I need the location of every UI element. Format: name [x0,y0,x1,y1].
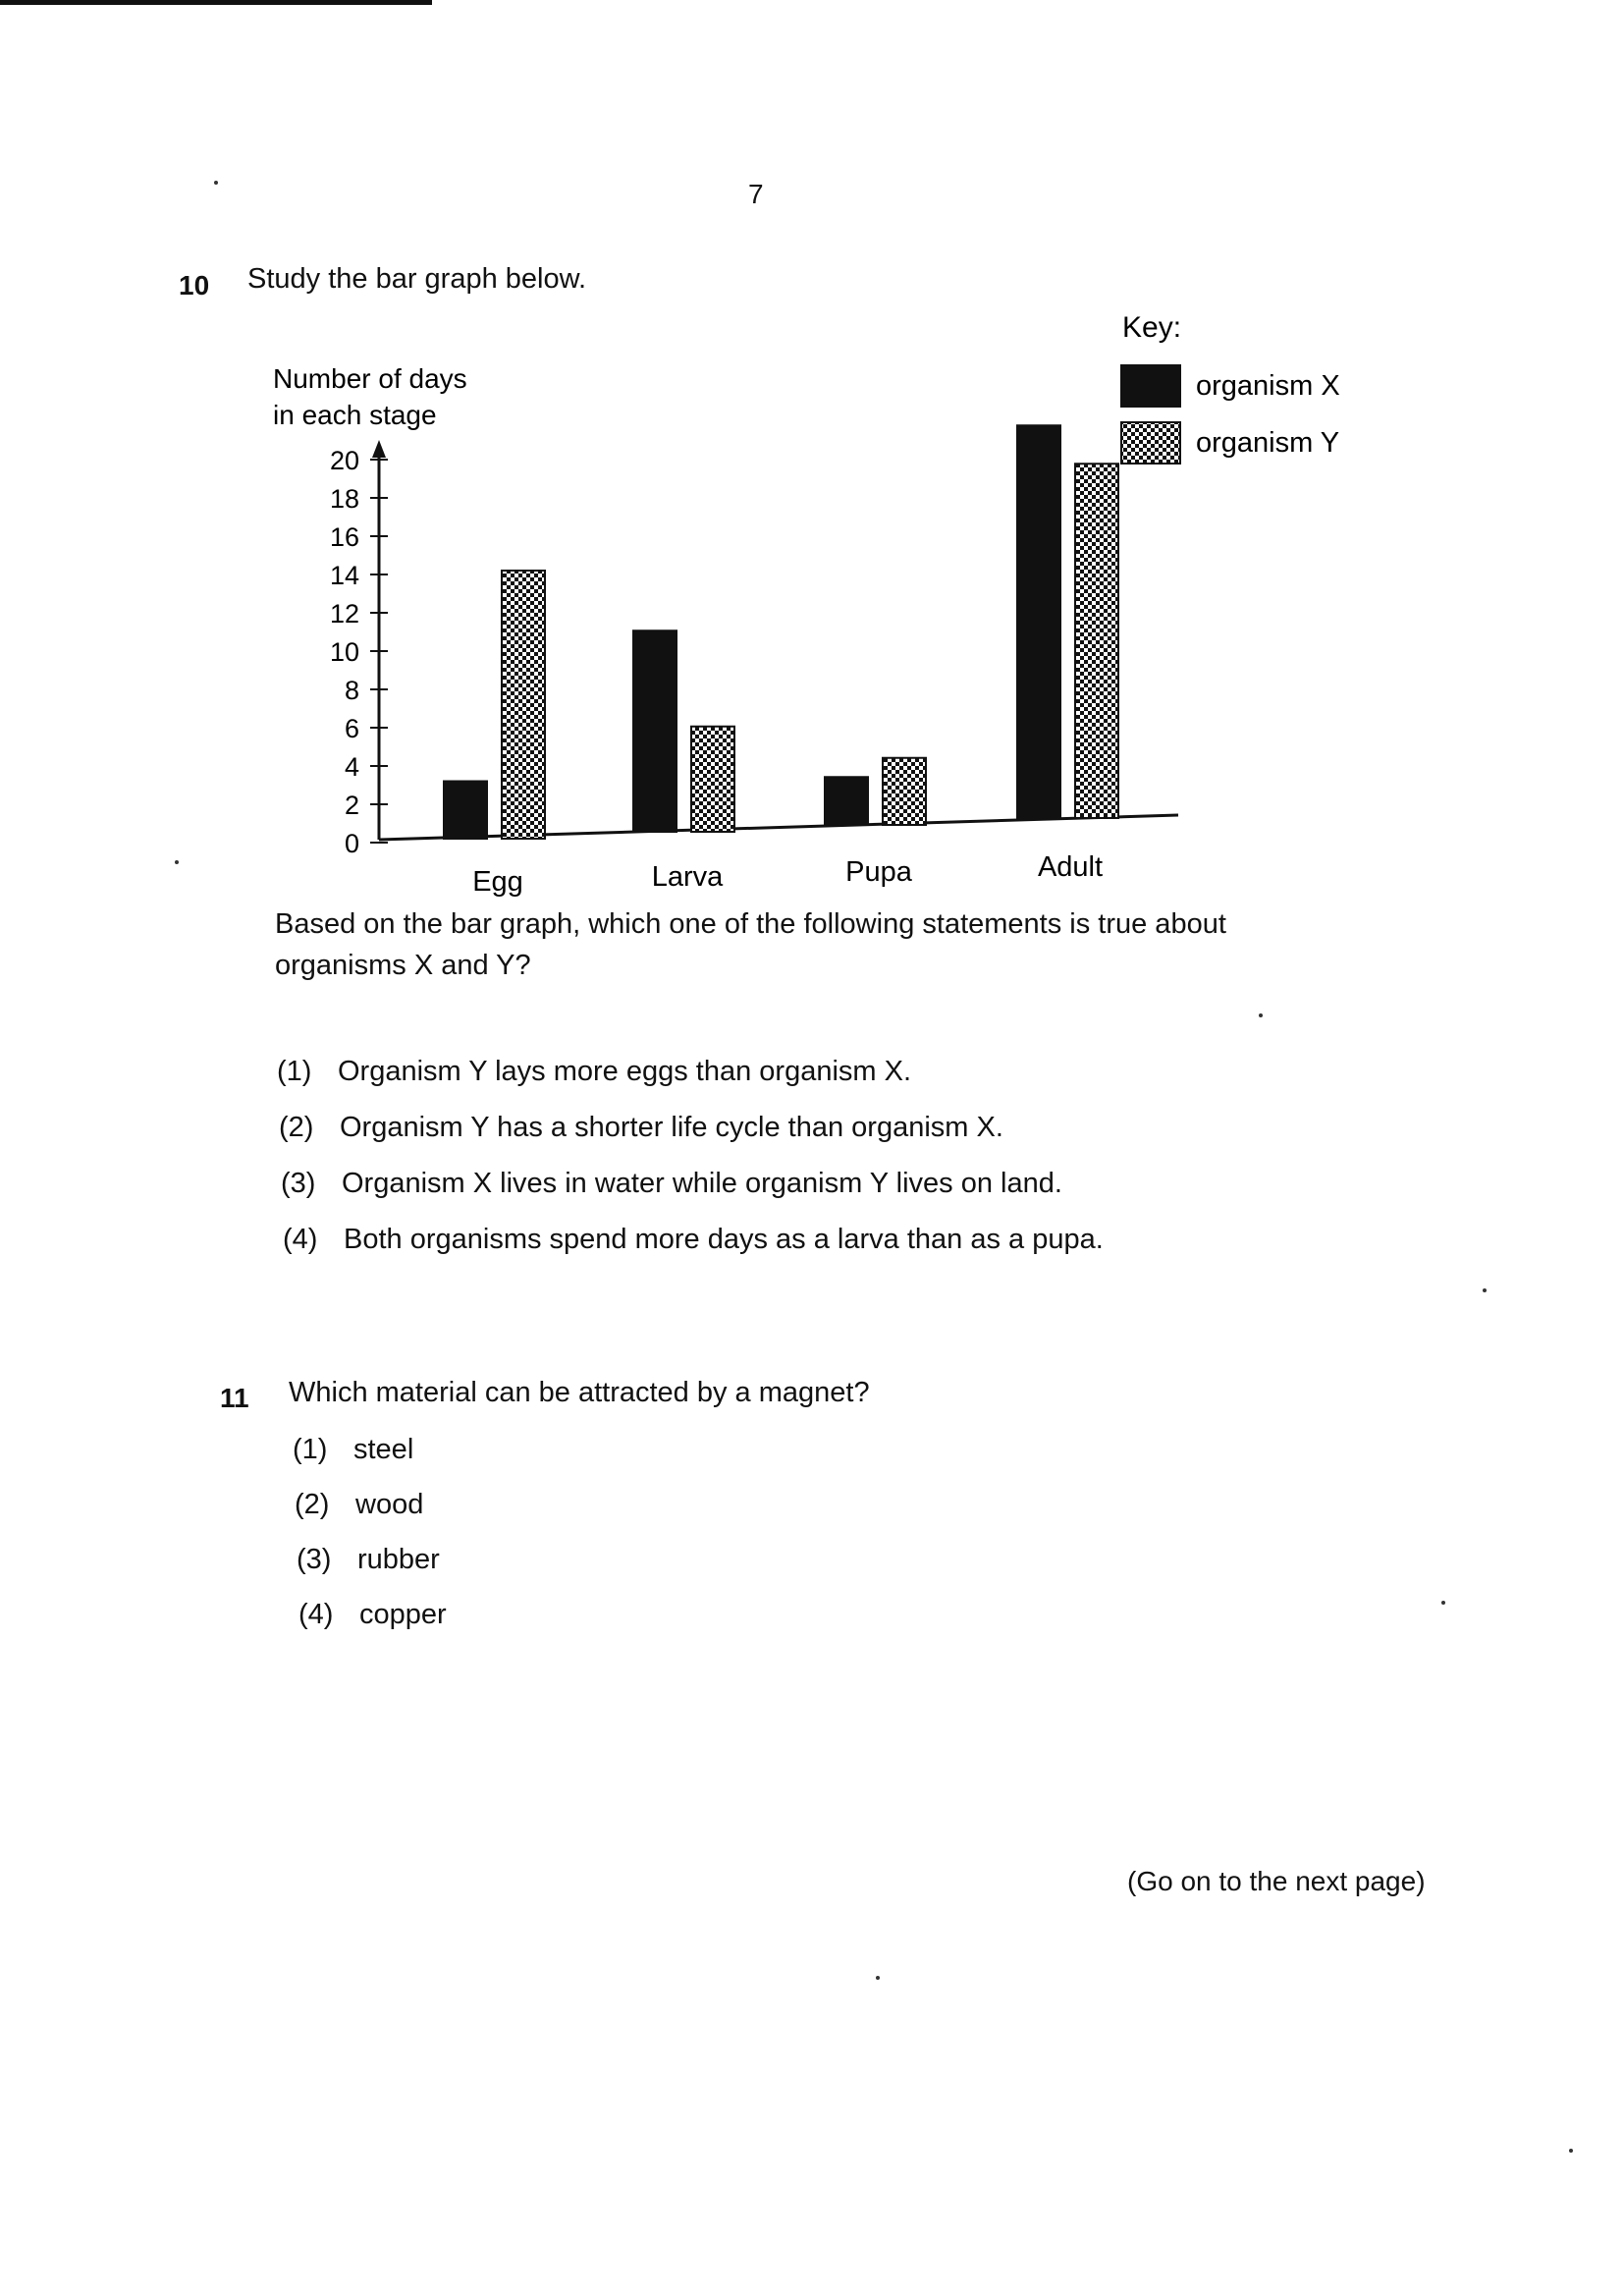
question-10-text: Based on the bar graph, which one of the following statements is true about organisms X and Y? [275,908,1226,981]
footer-next-page: (Go on to the next page) [1127,1866,1426,1896]
scan-speck [214,181,218,185]
top-rule [0,0,432,5]
bar-pupa-series-2 [883,758,926,825]
scan-speck [1441,1601,1445,1605]
y-tick-label: 14 [329,561,359,590]
q11-option-4 [298,1599,447,1631]
q10-option-3-text: Organism X lives in water while organism Y lives on land. [342,1168,1062,1199]
y-axis-label-line1: Number of days [273,363,467,394]
q11-option-1-num: (1) [293,1434,328,1465]
y-axis-label-line2: in each stage [273,400,437,430]
bar-larva-series-2 [691,727,734,832]
q11-option-2-text: wood [355,1489,424,1520]
question-11-number: 11 [220,1383,249,1413]
q10-option-1-num: (1) [277,1056,312,1087]
y-tick-label: 8 [344,676,359,705]
bar-adult-series-2 [1075,464,1118,818]
q11-option-3 [297,1544,440,1576]
page-number: 7 [748,179,764,209]
y-tick-label: 6 [344,714,359,743]
bar-pupa-series-1 [825,777,868,825]
question-10-number: 10 [179,270,210,301]
y-tick-label: 0 [344,829,359,858]
q11-option-4-text: copper [359,1599,447,1630]
q11-option-4-num: (4) [298,1599,334,1630]
legend-label-1: organism X [1196,370,1340,402]
bar-egg-series-1 [444,782,487,840]
q11-option-2 [295,1489,423,1521]
y-tick-label: 20 [329,446,359,475]
category-label-pupa: Pupa [845,856,912,888]
y-tick-label: 16 [329,522,359,552]
q11-option-1-text: steel [353,1434,414,1465]
y-axis-arrow-icon [372,440,386,458]
y-tick-label: 18 [329,484,359,514]
q10-option-3-num: (3) [281,1168,316,1199]
bar-adult-series-1 [1017,425,1060,818]
y-tick-label: 12 [329,599,359,629]
q11-option-3-text: rubber [357,1544,440,1575]
bar-egg-series-2 [502,571,545,839]
scan-speck [1259,1013,1263,1017]
category-label-egg: Egg [472,866,523,898]
category-label-adult: Adult [1037,851,1104,883]
legend-swatch-1 [1121,365,1180,407]
y-tick-label: 2 [344,791,359,820]
q10-option-3 [281,1168,1062,1200]
q10-option-1-text: Organism Y lays more eggs than organism X. [338,1056,912,1087]
scan-speck [1483,1288,1487,1292]
legend [1121,365,1340,464]
q10-option-2-num: (2) [279,1112,314,1143]
q10-option-4-num: (4) [283,1224,318,1255]
scan-speck [876,1976,880,1980]
question-10-prompt: Study the bar graph below. [247,263,587,295]
q11-option-2-num: (2) [295,1489,330,1520]
q10-option-4-text: Both organisms spend more days as a larva than as a pupa. [344,1224,1104,1255]
q10-option-2-text: Organism Y has a shorter life cycle than organism X. [340,1112,1003,1143]
bar-chart [255,295,1394,923]
q11-option-1 [293,1434,413,1466]
y-tick-label: 10 [329,637,359,667]
q11-option-3-num: (3) [297,1544,332,1575]
bars [444,425,1118,839]
legend-title: Key: [1122,311,1182,344]
scan-speck [1569,2149,1573,2153]
y-tick-label: 4 [344,752,359,782]
legend-label-2: organism Y [1196,427,1340,459]
q10-option-1 [277,1056,911,1088]
question-11-text: Which material can be attracted by a magnet? [289,1377,870,1408]
scan-speck [175,860,179,864]
bar-larva-series-1 [633,630,677,832]
legend-swatch-2 [1121,422,1180,464]
category-labels [472,851,1103,898]
q10-option-2 [279,1112,1003,1144]
category-label-larva: Larva [651,861,724,893]
q10-option-4 [283,1224,1104,1256]
